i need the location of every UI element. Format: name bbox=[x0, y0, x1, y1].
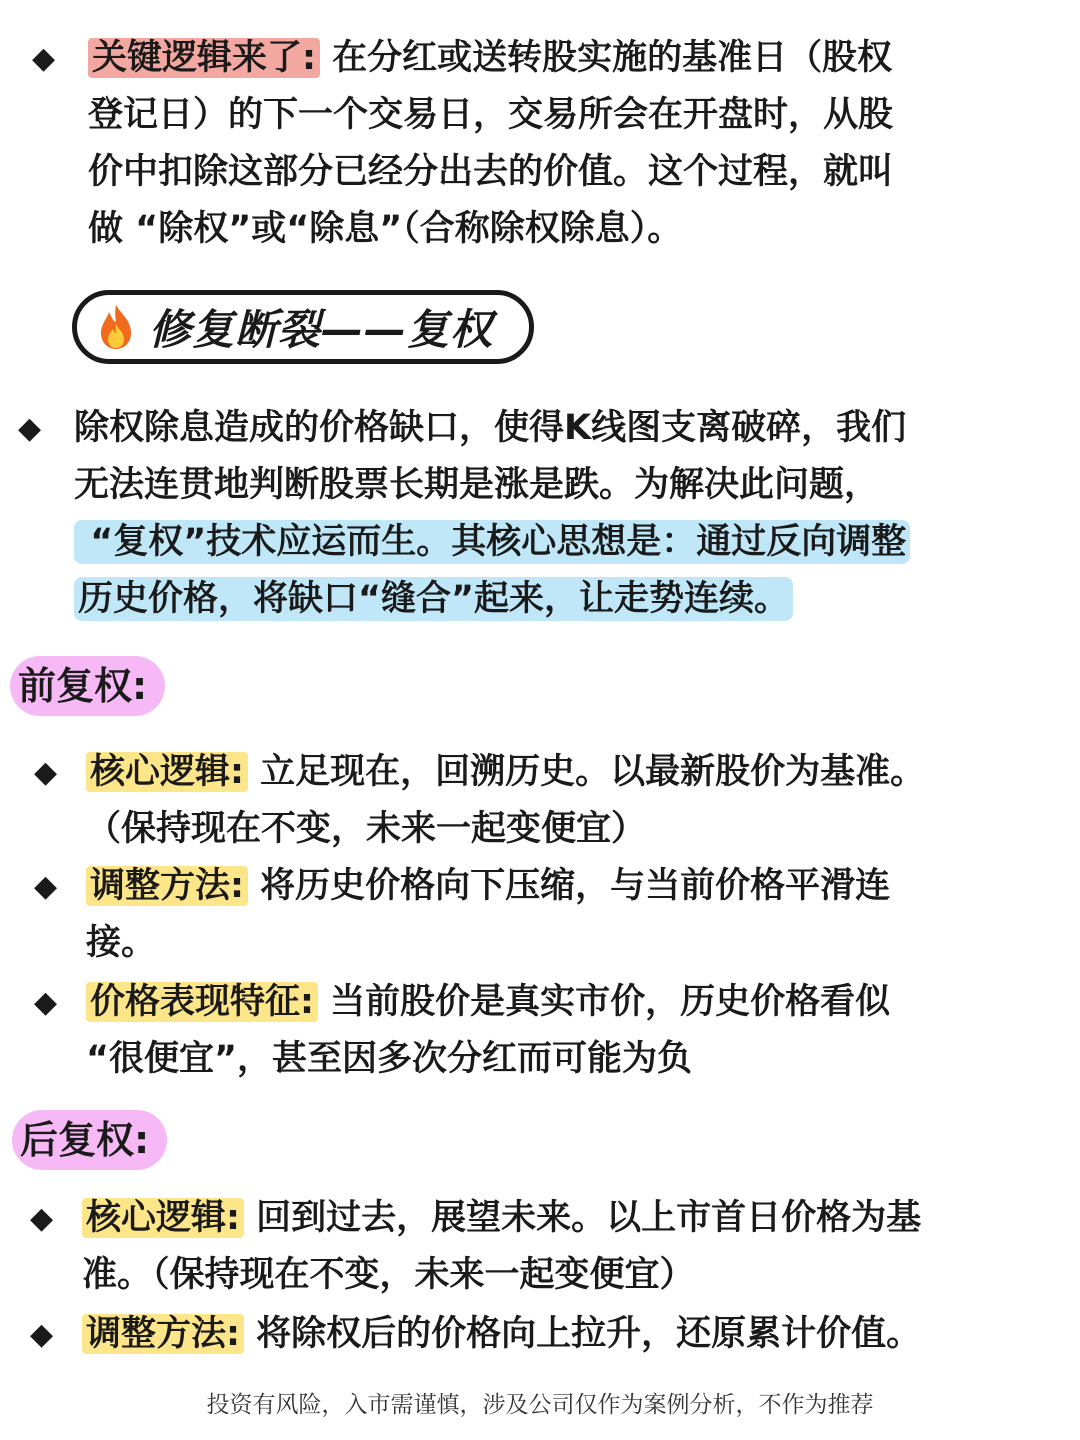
intro-line-2: 登记日）的下一个交易日，交易所会在开盘时，从股 bbox=[88, 95, 894, 135]
risk-disclaimer: 投资有风险，入市需谨慎，涉及公司仅作为案例分析，不作为推荐 bbox=[206, 1392, 874, 1418]
bullet-diamond-icon: ◆ bbox=[34, 869, 58, 904]
section-title: 修复断裂——复权 bbox=[149, 305, 494, 354]
repair-highlight-line-4: 历史价格，将缺口“缝合”起来，让走势连续。 bbox=[74, 577, 793, 621]
intro-line-4: 做 “除权”或“除息”（合称除权除息）。 bbox=[88, 209, 683, 249]
item-label: 调整方法: bbox=[86, 866, 248, 906]
intro-line-3: 价中扣除这部分已经分出去的价值。这个过程，就叫 bbox=[88, 152, 894, 192]
forward-item-2: 调整方法: 将历史价格向下压缩，与当前价格平滑连 接。 bbox=[86, 866, 891, 963]
bullet-diamond-icon: ◆ bbox=[30, 1201, 54, 1236]
item-label: 核心逻辑: bbox=[82, 1198, 244, 1238]
item-label: 核心逻辑: bbox=[86, 752, 248, 792]
backward-item-1: 核心逻辑: 回到过去，展望未来。以上市首日价格为基 准。（保持现在不变，未来一起变便宜） bbox=[82, 1198, 922, 1295]
repair-line-2: 无法连贯地判断股票长期是涨是跌。为解决此问题， bbox=[74, 465, 880, 505]
item-label: 价格表现特征: bbox=[86, 982, 318, 1022]
key-logic-highlight: 关键逻辑来了: bbox=[88, 38, 320, 78]
repair-paragraph bbox=[74, 400, 910, 628]
fire-icon bbox=[91, 302, 141, 352]
section-title-pill bbox=[72, 290, 534, 364]
item-label: 调整方法: bbox=[82, 1314, 244, 1354]
bullet-diamond-icon: ◆ bbox=[34, 985, 58, 1020]
forward-item-1: 核心逻辑: 立足现在，回溯历史。以最新股价为基准。 （保持现在不变，未来一起变便宜） bbox=[86, 752, 926, 849]
bullet-diamond-icon: ◆ bbox=[34, 755, 58, 790]
forward-adjust-tag: 前复权: bbox=[10, 656, 165, 716]
repair-highlight-line-3: “复权”技术应运而生。其核心思想是：通过反向调整 bbox=[74, 520, 910, 564]
bullet-diamond-icon: ◆ bbox=[32, 41, 56, 76]
bullet-diamond-icon: ◆ bbox=[30, 1317, 54, 1352]
intro-line-1: 在分红或送转股实施的基准日（股权 bbox=[320, 38, 893, 78]
bullet-diamond-icon: ◆ bbox=[18, 411, 42, 446]
backward-adjust-tag: 后复权: bbox=[12, 1110, 167, 1170]
intro-paragraph bbox=[88, 30, 893, 258]
forward-item-3: 价格表现特征: 当前股价是真实市价，历史价格看似 “很便宜”，甚至因多次分红而可能为负 bbox=[86, 982, 891, 1079]
repair-line-1: 除权除息造成的价格缺口，使得K线图支离破碎，我们 bbox=[74, 408, 907, 448]
backward-item-2: 调整方法: 将除权后的价格向上拉升，还原累计价值。 bbox=[82, 1306, 921, 1363]
